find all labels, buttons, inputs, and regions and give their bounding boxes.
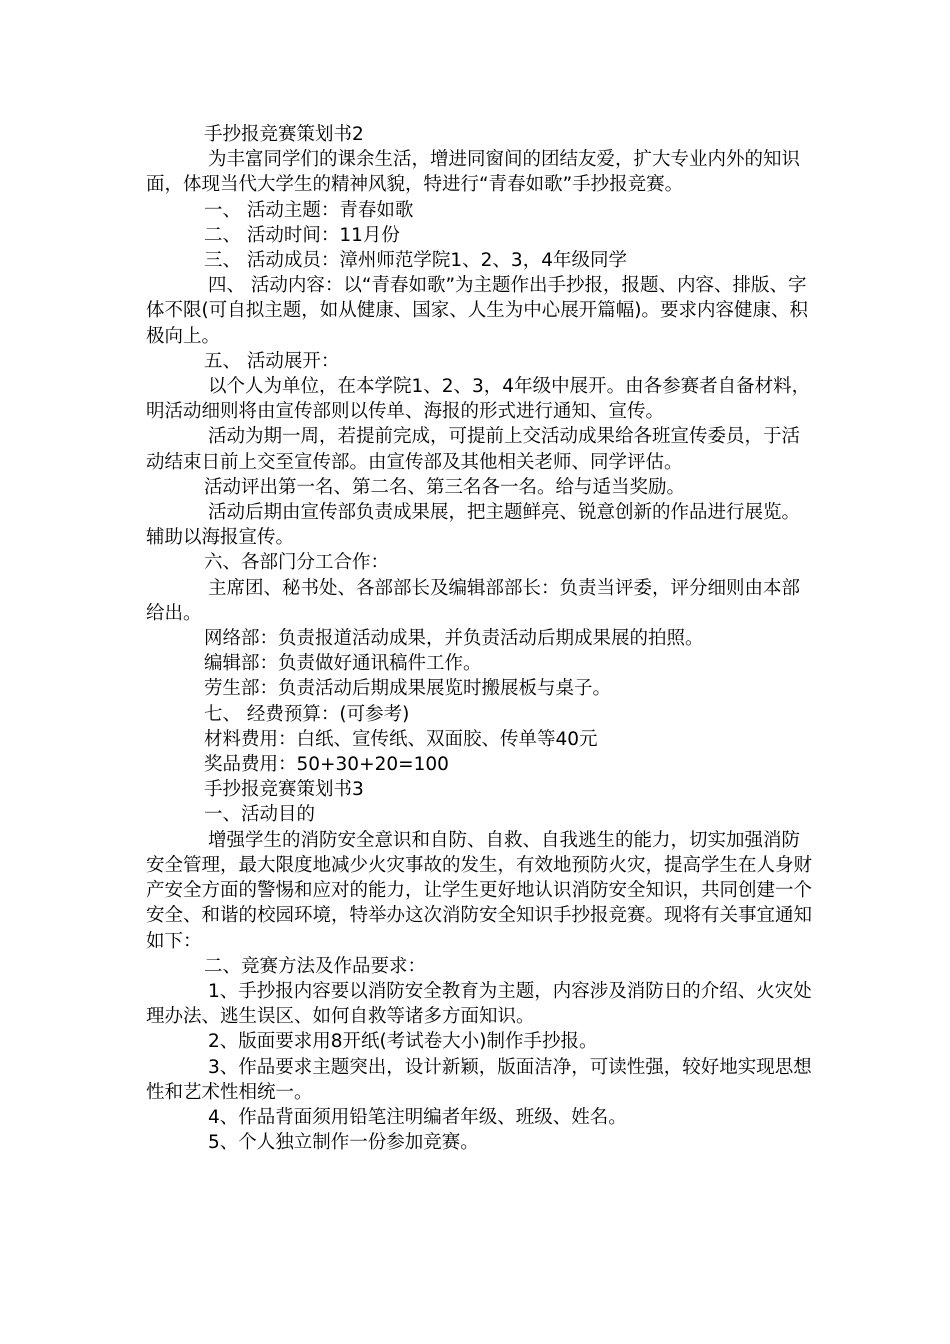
division-editing: 编辑部：负责做好通讯稿件工作。 [204,653,482,675]
section-rollout: 五、 活动展开： [204,350,340,372]
section-method: 二、竞赛方法及作品要求： [204,955,427,977]
section-purpose: 一、活动目的 [204,804,316,826]
division-network: 网络部：负责报道活动成果，并负责活动后期成果展的拍照。 [204,628,704,650]
purpose-paragraph: 增强学生的消防安全意识和自防、自救、自我逃生的能力，切实加强消防安全管理，最大限度地减少火灾事故的发生，有效地预防火灾，提高学生在人身财产安全方面的警惕和应对的能力，让学生更好地认识消防安全知识，共同创建一个安全、和谐的校园环境，特举办这次消防安全知识手抄报竞赛。现将有关事宜通知如下： [146,829,813,952]
document-body [146,122,814,1155]
section-division: 六、各部门分工合作： [204,552,390,574]
section-members: 三、 活动成员：漳州师范学院1、2、3，4年级同学 [204,250,627,272]
rollout-paragraph-3: 活动评出第一名、第二名、第三名各一名。给与适当奖励。 [204,476,686,498]
section-budget: 七、 经费预算：(可参考) [204,703,410,725]
requirement-4: 4、作品背面须用铅笔注明编者年级、班级、姓名。 [208,1106,627,1128]
heading-plan-3: 手抄报竞赛策划书3 [204,779,364,801]
budget-prizes: 奖品费用：50+30+20=100 [204,754,449,776]
section-theme: 一、 活动主题：青春如歌 [204,199,414,221]
requirement-1: 1、手抄报内容要以消防安全教育为主题，内容涉及消防日的介绍、火灾处理办法、逃生误区、如何自救等诸多方面知识。 [146,980,812,1028]
section-content: 四、 活动内容：以“青春如歌”为主题作出手抄报，报题、内容、排版、字体不限(可自拟主题，如从健康、国家、人生为中心展开篇幅)。要求内容健康、积极向上。 [146,275,808,347]
intro-paragraph: 为丰富同学们的课余生活，增进同窗间的团结友爱，扩大专业内外的知识面，体现当代大学生的精神风貌，特进行“青春如歌”手抄报竞赛。 [146,149,801,196]
section-time: 二、 活动时间：11月份 [204,224,400,246]
rollout-paragraph-1: 以个人为单位，在本学院1、2、3，4年级中展开。由各参赛者自备材料，明活动细则将由宣传部则以传单、海报的形式进行通知、宣传。 [146,376,811,423]
budget-materials: 材料费用：白纸、宣传纸、双面胶、传单等40元 [204,728,598,750]
requirement-2: 2、版面要求用8开纸(考试卷大小)制作手抄报。 [208,1031,598,1053]
requirement-5: 5、个人独立制作一份参加竞赛。 [208,1132,479,1154]
heading-plan-2: 手抄报竞赛策划书2 [204,124,364,145]
requirement-3: 3、作品要求主题突出，设计新颖，版面洁净，可读性强，较好地实现思想性和艺术性相统一。 [146,1056,812,1103]
division-labor: 劳生部：负责活动后期成果展览时搬展板与桌子。 [204,678,612,700]
division-presidium: 主席团、秘书处、各部部长及编辑部部长：负责当评委，评分细则由本部给出。 [146,577,801,624]
rollout-paragraph-4: 活动后期由宣传部负责成果展，把主题鲜亮、锐意创新的作品进行展览。辅助以海报宣传。 [146,502,801,549]
rollout-paragraph-2: 活动为期一周，若提前完成，可提前上交活动成果给各班宣传委员，于活动结束日前上交至宣传部。由宣传部及其他相关老师、同学评估。 [146,426,801,473]
